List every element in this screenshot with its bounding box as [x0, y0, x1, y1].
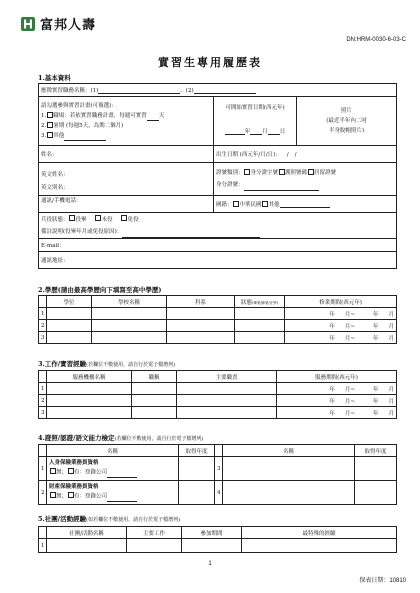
date-month-label: 月: [262, 129, 268, 135]
opt3-text: 其他: [53, 133, 65, 139]
property-insurance-cert-label: 財產保險業務員資格: [49, 484, 99, 491]
opt2-number: 2.: [41, 123, 47, 129]
phone-label: 通訊/手機電話：: [41, 198, 82, 204]
form-title: 實習生專用履歷表: [158, 56, 262, 69]
other-nationality-input[interactable]: [280, 202, 330, 208]
english-name-label: 英文姓名：: [41, 172, 69, 178]
life-cert-none-checkbox[interactable]: [50, 468, 56, 474]
table-row: 1: [39, 539, 397, 553]
residence-checkbox[interactable]: [308, 169, 314, 175]
military-exempt-checkbox[interactable]: [121, 215, 127, 221]
activity-table: [38, 526, 397, 553]
opt3-number: 3.: [41, 133, 47, 139]
available-date-label: 可開始實習日期(西元年): [225, 105, 285, 111]
date-year-label: 年: [244, 129, 251, 135]
other-checkbox[interactable]: [47, 132, 53, 138]
id-number-input[interactable]: [244, 185, 319, 191]
opt1-text: 職場：若依實習職務計畫，每週可實習: [53, 113, 147, 119]
work-header-period: 服務期間(西元年): [277, 371, 397, 383]
company-logo: [20, 14, 96, 33]
id-cell: [214, 163, 397, 196]
section3-heading: 3.工作/實習經驗(若欄位不敷使用，請自行於電子檔增列): [38, 360, 176, 368]
available-day-input[interactable]: [268, 129, 280, 135]
cert-header-year-left: 取得年度: [179, 445, 215, 457]
edu-header-school: 學校名稱: [92, 296, 167, 308]
education-table: [38, 295, 397, 344]
birth-label: 出生日期 (西元年/月/日)：: [216, 152, 281, 158]
position-label: 應徵實習職務名稱：(1): [41, 88, 99, 94]
photo-note-1: (最近半年內二吋: [326, 118, 367, 124]
phone-cell[interactable]: [39, 196, 214, 213]
available-date-cell: [214, 97, 297, 146]
passport-checkbox[interactable]: [279, 169, 285, 175]
id-opt2-label: 護照號碼: [285, 170, 308, 176]
section5-heading: 5.社團/活動經驗(如若欄位不敷使用，請自行於電子檔增列): [38, 515, 181, 523]
life-cert-company-input[interactable]: [107, 472, 137, 478]
military-done-checkbox[interactable]: [69, 215, 75, 221]
military-not-checkbox[interactable]: [95, 215, 101, 221]
work-experience-table: [38, 370, 397, 419]
email-cell[interactable]: [39, 239, 397, 252]
birth-cell[interactable]: [214, 146, 397, 163]
nat-opt2-label: 其他: [268, 202, 280, 208]
position-1-input[interactable]: [98, 88, 180, 94]
photo-cell[interactable]: [297, 97, 397, 146]
id-card-checkbox[interactable]: [244, 169, 250, 175]
work-header-duties: 主要職責: [177, 371, 277, 383]
section4-heading: 4.證照/認證/語文能力檢定(若欄位不敷使用，請自行於電子檔增列): [38, 434, 204, 442]
work-header-org: 服務機構名稱: [47, 371, 132, 383]
document-number: DN:HRM-0030-6-03-C: [346, 37, 406, 43]
nationality-label: 國籍：: [216, 202, 233, 208]
roc-checkbox[interactable]: [233, 201, 239, 207]
edu-header-status: 狀態(畢業/肄業/在學): [235, 296, 285, 308]
basic-info-table: [38, 83, 397, 269]
edu-header-major: 科系: [167, 296, 235, 308]
nationality-cell: [214, 196, 397, 213]
other-nationality-checkbox[interactable]: [262, 201, 268, 207]
property-cert-none-checkbox[interactable]: [50, 492, 56, 498]
table-row: 1 年 月~ 年 月: [39, 308, 397, 320]
table-row: 1 人身保險業務員資格 無； 有：登錄公司 3: [39, 457, 397, 481]
opt1-unit: 天: [158, 113, 165, 119]
position-row: [39, 84, 397, 97]
property-cert-has-checkbox[interactable]: [68, 492, 74, 498]
name-cell[interactable]: [39, 146, 214, 163]
photo-label: 照片: [341, 108, 353, 114]
position-2-input[interactable]: [194, 88, 256, 94]
birth-sep-1: /: [286, 152, 289, 158]
workplace-checkbox[interactable]: [47, 112, 53, 118]
certification-table: [38, 444, 397, 505]
intern-plan-label: 請勾選參與實習計畫(可複選)：: [41, 103, 117, 109]
property-cert-company-input[interactable]: [107, 496, 137, 502]
address-cell[interactable]: [39, 252, 397, 269]
activity-header-name: 社團/活動名稱: [47, 527, 127, 539]
section1-heading: 1.基本資料: [38, 74, 71, 82]
available-year-input[interactable]: [225, 129, 245, 135]
id-opt1-label: 身分證字號: [250, 170, 279, 176]
military-label: 兵役狀態：: [41, 216, 69, 223]
opt1-number: 1.: [41, 113, 47, 119]
table-row: 2 年 月~ 年 月: [39, 395, 397, 407]
opt2-text: 暑期 (每週5天，為期二個月): [53, 123, 124, 129]
activity-header-experience: 最特殊的經驗: [242, 527, 397, 539]
mil-opt3-label: 免役: [127, 216, 139, 223]
other-plan-input[interactable]: [64, 135, 106, 141]
section2-heading: 2.學歷(請由最高學歷向下填寫至高中學歷): [38, 286, 162, 294]
english-alias-label: 英文別名：: [41, 185, 69, 191]
military-cell: [39, 213, 397, 239]
activity-header-role: 主要工作: [127, 527, 182, 539]
table-row: 2 年 月~ 年 月: [39, 320, 397, 332]
nat-opt1-label: 中華民國: [239, 202, 262, 208]
work-header-title: 職稱: [132, 371, 177, 383]
table-row: 3 年 月~ 年 月: [39, 332, 397, 344]
table-row: 1 年 月~ 年 月: [39, 383, 397, 395]
logo-text: 富邦人壽: [40, 18, 97, 33]
birth-sep-2: /: [294, 152, 297, 158]
photo-note-2: 半身脫帽照片): [328, 128, 365, 134]
name-label: 姓名：: [41, 152, 58, 158]
fubon-logo-icon: [20, 16, 36, 32]
mil-opt2-label: 未役: [101, 216, 113, 223]
address-label: 通訊地址：: [41, 258, 69, 264]
email-label: E-mail：: [41, 243, 65, 249]
summer-checkbox[interactable]: [47, 122, 53, 128]
cert-header-name-right: 名稱: [223, 445, 355, 457]
remark-label: 備註說明(役畢年月或免役原因)：: [41, 228, 123, 235]
remark-input[interactable]: [122, 232, 260, 238]
table-row: 3 年 月~ 年 月: [39, 407, 397, 419]
mil-opt1-label: 役畢: [75, 216, 87, 223]
table-row: 2 財產保險業務員資格 無； 有：登錄公司 4: [39, 481, 397, 505]
cert-header-name-left: 名稱: [47, 445, 179, 457]
id-number-label: 身分證號：: [216, 182, 244, 188]
english-name-cell: [39, 163, 214, 196]
id-type-label: 證號類別：: [216, 170, 244, 176]
available-month-input[interactable]: [250, 129, 262, 135]
id-opt3-label: 居留證號: [314, 170, 337, 176]
page-number: 1: [208, 561, 212, 567]
cert-header-year-right: 取得年度: [355, 445, 397, 457]
position-2-label: 、(2): [180, 88, 194, 94]
date-day-label: 日: [279, 129, 286, 135]
days-per-week-input[interactable]: [147, 115, 159, 121]
intern-plan-cell: [39, 97, 214, 146]
edu-header-period: 修業期間(西元年): [285, 296, 397, 308]
retention-label: 保表日期：10810: [359, 578, 406, 584]
life-cert-has-checkbox[interactable]: [68, 468, 74, 474]
life-insurance-cert-label: 人身保險業務員資格: [49, 460, 99, 467]
edu-header-degree: 學位: [47, 296, 92, 308]
activity-header-period: 參加期間: [182, 527, 242, 539]
